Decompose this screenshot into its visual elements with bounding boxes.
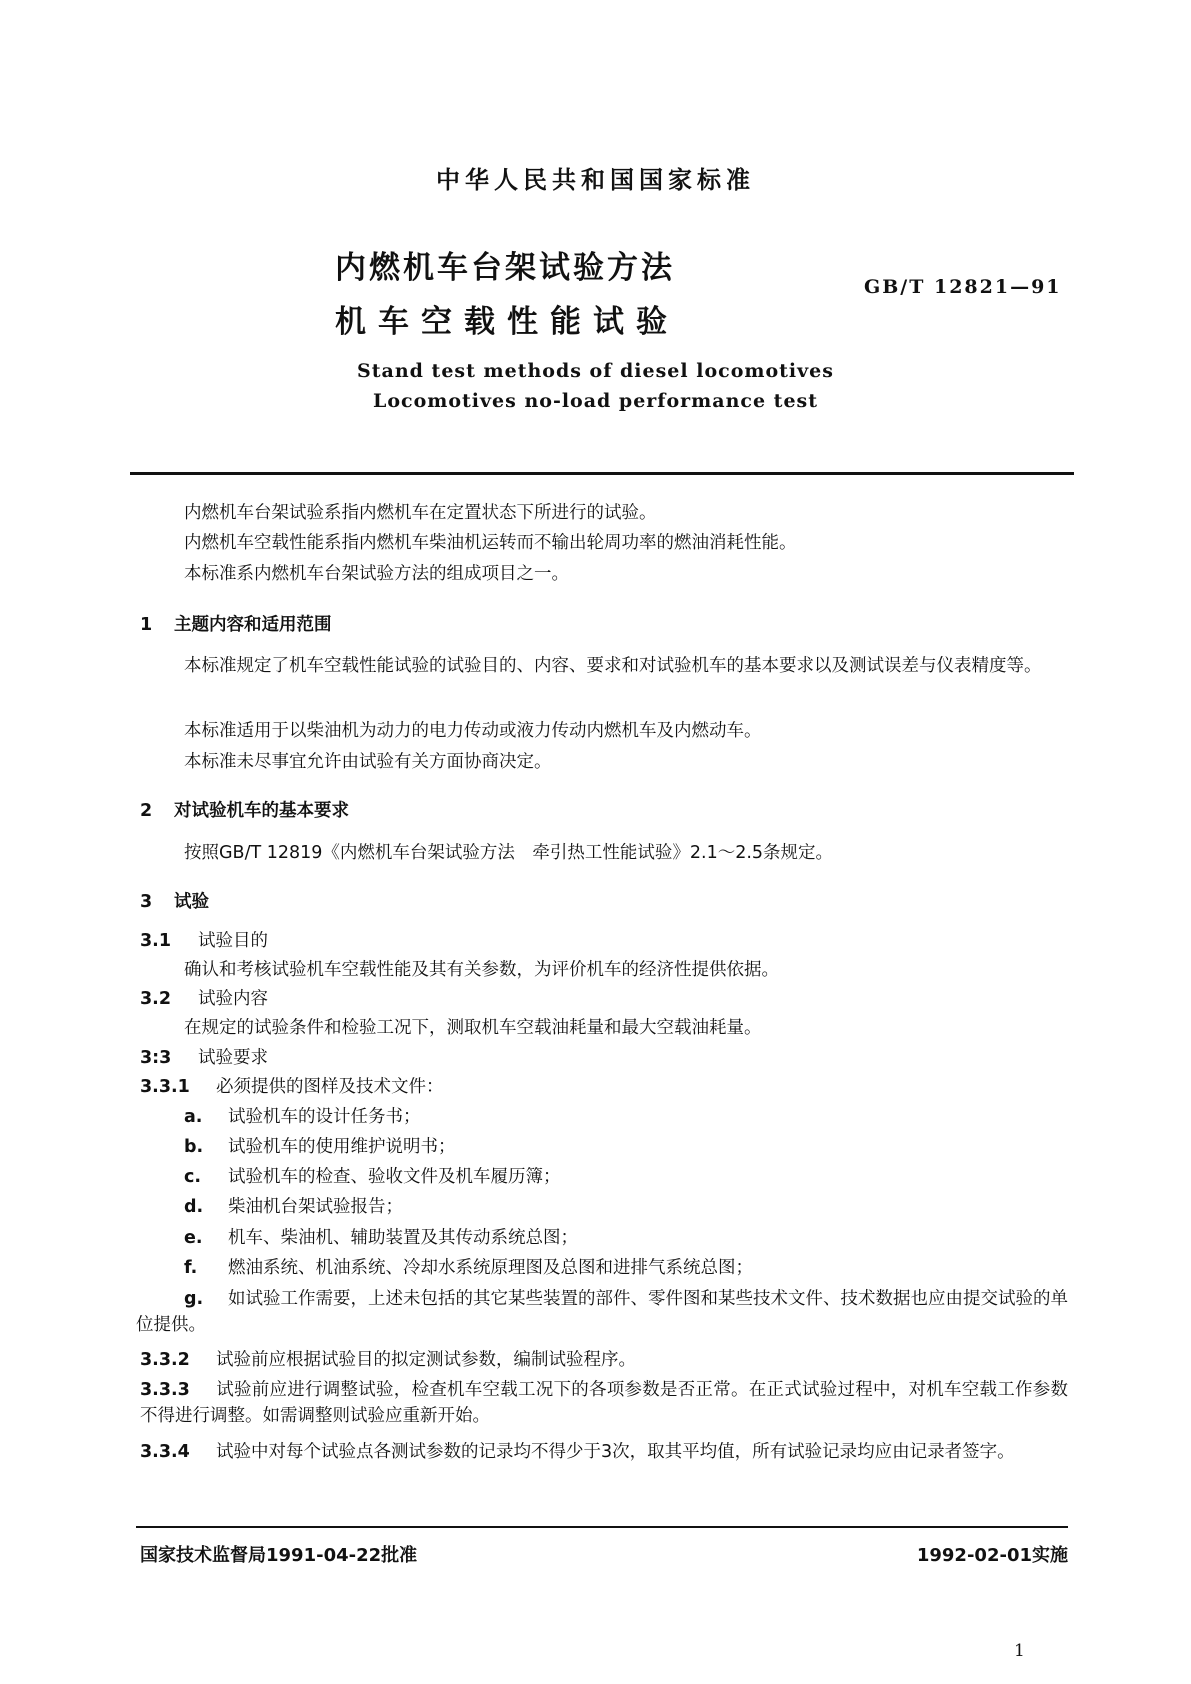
section-3-3-title: 试验要求 <box>198 1048 268 1068</box>
english-title-line-1: Stand test methods of diesel locomotives <box>357 360 834 382</box>
english-title-line-2: Locomotives no-load performance test <box>372 390 819 412</box>
list-item <box>184 1134 456 1160</box>
section-3-3-2-text: 试验前应根据试验目的拟定测试参数，编制试验程序。 <box>216 1350 636 1370</box>
section-2-paragraph-1: 按照GB/T 12819《内燃机车台架试验方法 牵引热工性能试验》2.1～2.5条规定。 <box>184 843 834 863</box>
list-item <box>184 1164 561 1190</box>
section-3-3-1-heading <box>140 1074 444 1100</box>
list-item-label: c. <box>184 1167 202 1187</box>
list-item <box>184 1194 403 1220</box>
section-3-number: 3 <box>140 892 153 912</box>
list-item-text: 机车、柴油机、辅助装置及其传动系统总图； <box>228 1228 578 1248</box>
section-3-2-title: 试验内容 <box>198 989 268 1009</box>
section-3-1-title: 试验目的 <box>198 931 268 951</box>
title-line-1: 内燃机车台架试验方法 <box>335 250 675 286</box>
list-item <box>184 1255 753 1281</box>
list-item-text: 试验机车的使用维护说明书； <box>228 1137 456 1157</box>
intro-paragraph-1: 内燃机车台架试验系指内燃机车在定置状态下所进行的试验。 <box>184 503 657 523</box>
list-item-text: 试验机车的设计任务书； <box>228 1107 421 1127</box>
section-2-number: 2 <box>140 801 153 821</box>
section-2-heading <box>140 797 349 822</box>
list-item <box>136 1286 1068 1338</box>
section-3-3-4-number: 3.3.4 <box>140 1442 190 1462</box>
intro-paragraph-3: 本标准系内燃机车台架试验方法的组成项目之一。 <box>184 564 569 584</box>
approval-note: 国家技术监督局1991-04-22批准 <box>140 1545 418 1566</box>
section-1-paragraph-3: 本标准未尽事宜允许由试验有关方面协商决定。 <box>184 752 552 772</box>
section-1-number: 1 <box>140 615 153 635</box>
title-line-2: 机车空载性能试验 <box>335 304 679 340</box>
section-3-3-4 <box>140 1439 1068 1465</box>
intro-paragraph-2: 内燃机车空载性能系指内燃机车柴油机运转而不输出轮周功率的燃油消耗性能。 <box>184 533 797 553</box>
section-3-3-1-title: 必须提供的图样及技术文件： <box>216 1077 444 1097</box>
section-3-3-heading <box>140 1045 268 1071</box>
list-item-label: g. <box>184 1289 204 1309</box>
list-item-text: 如试验工作需要，上述未包括的其它某些装置的部件、零件图和某些技术文件、技术数据也应由提交试验的单位提供。 <box>136 1289 1068 1335</box>
national-standard-heading: 中华人民共和国国家标准 <box>436 166 755 194</box>
section-3-3-3-text: 试验前应进行调整试验，检查机车空载工况下的各项参数是否正常。在正式试验过程中，对机车空载工作参数不得进行调整。如需调整则试验应重新开始。 <box>140 1380 1068 1426</box>
list-item-text: 柴油机台架试验报告； <box>228 1197 403 1217</box>
section-1-paragraph-1: 本标准规定了机车空载性能试验的试验目的、内容、要求和对试验机车的基本要求以及测试误差与仪表精度等。 <box>184 656 1042 676</box>
list-item <box>184 1104 421 1130</box>
section-3-1-number: 3.1 <box>140 931 172 951</box>
standard-number: GB/T 12821—91 <box>864 276 1062 298</box>
section-1-heading <box>140 611 332 636</box>
section-3-3-number: 3:3 <box>140 1048 172 1068</box>
section-3-2-text: 在规定的试验条件和检验工况下，测取机车空载油耗量和最大空载油耗量。 <box>184 1018 762 1038</box>
section-3-heading <box>140 888 209 913</box>
section-1-title: 主题内容和适用范围 <box>174 615 332 635</box>
section-3-2-number: 3.2 <box>140 989 172 1009</box>
list-item-label: d. <box>184 1197 204 1217</box>
header-divider <box>130 472 1074 475</box>
list-item <box>184 1225 578 1251</box>
footer-divider <box>136 1526 1068 1528</box>
section-2-title: 对试验机车的基本要求 <box>174 801 349 821</box>
section-3-3-1-number: 3.3.1 <box>140 1077 190 1097</box>
section-3-3-2 <box>140 1347 636 1373</box>
section-3-title: 试验 <box>174 892 209 912</box>
page-number: 1 <box>1014 1641 1025 1661</box>
list-item-label: a. <box>184 1107 203 1127</box>
effective-date: 1992-02-01实施 <box>916 1545 1068 1566</box>
section-3-3-2-number: 3.3.2 <box>140 1350 190 1370</box>
list-item-label: f. <box>184 1258 198 1278</box>
section-3-1-text: 确认和考核试验机车空载性能及其有关参数，为评价机车的经济性提供依据。 <box>184 960 779 980</box>
list-item-label: b. <box>184 1137 204 1157</box>
section-3-3-4-text: 试验中对每个试验点各测试参数的记录均不得少于3次，取其平均值，所有试验记录均应由记录者签字。 <box>216 1442 1015 1462</box>
section-3-1-heading <box>140 928 268 954</box>
section-3-3-3-number: 3.3.3 <box>140 1380 190 1400</box>
list-item-label: e. <box>184 1228 203 1248</box>
list-item-text: 燃油系统、机油系统、冷却水系统原理图及总图和进排气系统总图； <box>228 1258 753 1278</box>
section-3-3-3 <box>140 1377 1068 1429</box>
section-3-2-heading <box>140 986 268 1012</box>
section-1-paragraph-2: 本标准适用于以柴油机为动力的电力传动或液力传动内燃机车及内燃动车。 <box>184 721 762 741</box>
list-item-text: 试验机车的检查、验收文件及机车履历簿； <box>228 1167 561 1187</box>
